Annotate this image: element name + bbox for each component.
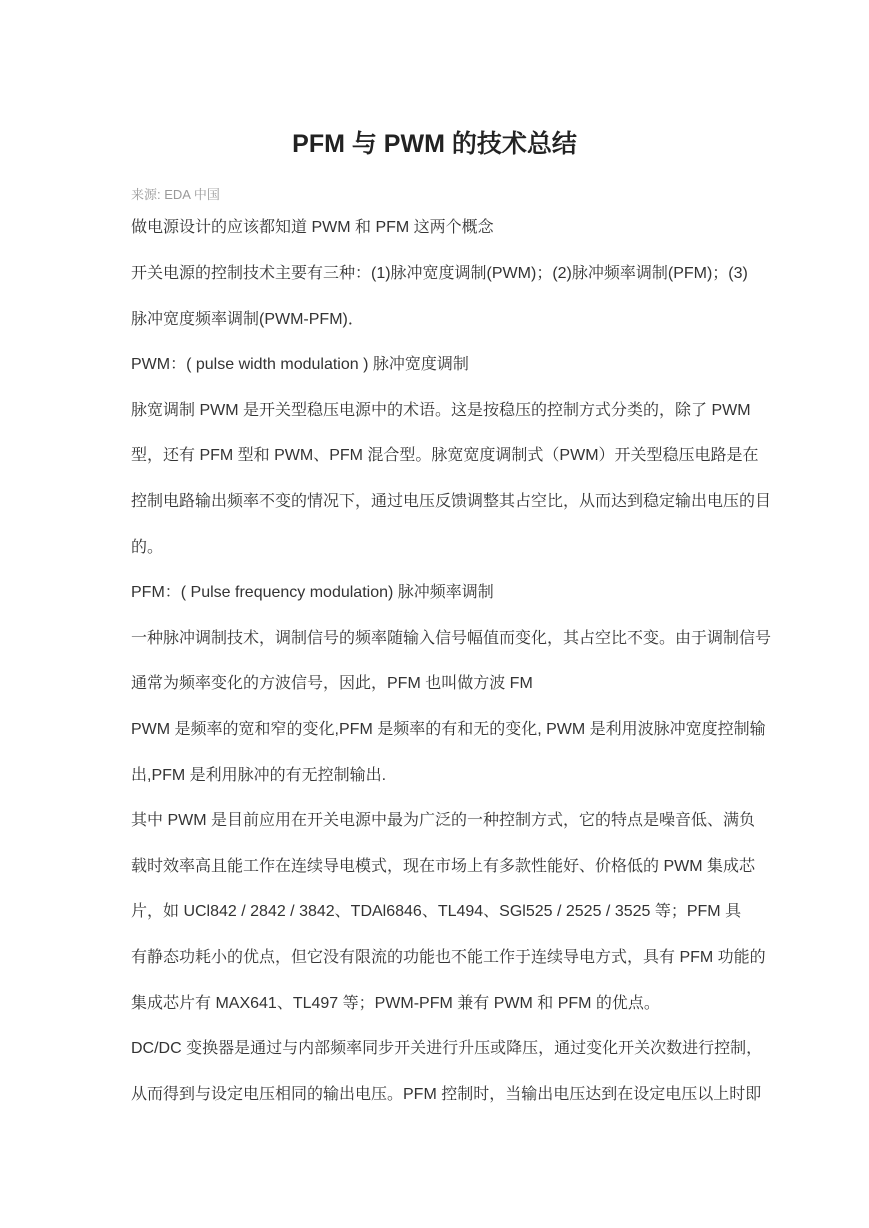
text-line: 载时效率高且能工作在连续导电模式，现在市场上有多款性能好、价格低的 PWM 集成芯 <box>131 858 755 875</box>
text-line: 从而得到与设定电压相同的输出电压。PFM 控制时，当输出电压达到在设定电压以上时即 <box>131 1086 762 1103</box>
text-line: 有静态功耗小的优点，但它没有限流的功能也不能工作于连续导电方式，具有 PFM 功能的 <box>131 949 766 966</box>
text-line: 通常为频率变化的方波信号，因此，PFM 也叫做方波 FM <box>131 675 533 692</box>
text-line: 开关电源的控制技术主要有三种：(1)脉冲宽度调制(PWM)；(2)脉冲频率调制(PFM)；(3) <box>131 265 748 282</box>
text-line: 片，如 UCl842 / 2842 / 3842、TDAl6846、TL494、SGl525 / 2525 / 3525 等；PFM 具 <box>131 903 742 920</box>
source-line: 来源: EDA 中国 <box>131 187 220 202</box>
text-line: DC/DC 变换器是通过与内部频率同步开关进行升压或降压，通过变化开关次数进行控制， <box>131 1040 763 1057</box>
text-line: PWM 是频率的宽和窄的变化,PFM 是频率的有和无的变化, PWM 是利用波脉冲宽度控制输 <box>131 721 766 738</box>
text-line: 其中 PWM 是目前应用在开关电源中最为广泛的一种控制方式，它的特点是噪音低、满负 <box>131 812 755 829</box>
text-line: PFM：( Pulse frequency modulation) 脉冲频率调制 <box>131 584 494 601</box>
text-line: 型，还有 PFM 型和 PWM、PFM 混合型。脉宽宽度调制式（PWM）开关型稳压电路是在 <box>131 447 759 464</box>
text-line: 的。 <box>131 539 164 556</box>
text-line: 做电源设计的应该都知道 PWM 和 PFM 这两个概念 <box>131 219 494 236</box>
text-line: PWM：( pulse width modulation ) 脉冲宽度调制 <box>131 356 469 373</box>
text-line: 脉冲宽度频率调制(PWM-PFM)． <box>131 311 364 328</box>
text-line: 脉宽调制 PWM 是开关型稳压电源中的术语。这是按稳压的控制方式分类的，除了 PWM <box>131 402 751 419</box>
text-line: 出,PFM 是利用脉冲的有无控制输出. <box>131 767 387 784</box>
text-line: 控制电路输出频率不变的情况下，通过电压反馈调整其占空比，从而达到稳定输出电压的目 <box>131 493 772 510</box>
document-title: PFM 与 PWM 的技术总结 <box>292 130 577 158</box>
text-line: 一种脉冲调制技术，调制信号的频率随输入信号幅值而变化，其占空比不变。由于调制信号 <box>131 630 772 647</box>
text-line: 集成芯片有 MAX641、TL497 等；PWM-PFM 兼有 PWM 和 PFM 的优点。 <box>131 995 660 1012</box>
